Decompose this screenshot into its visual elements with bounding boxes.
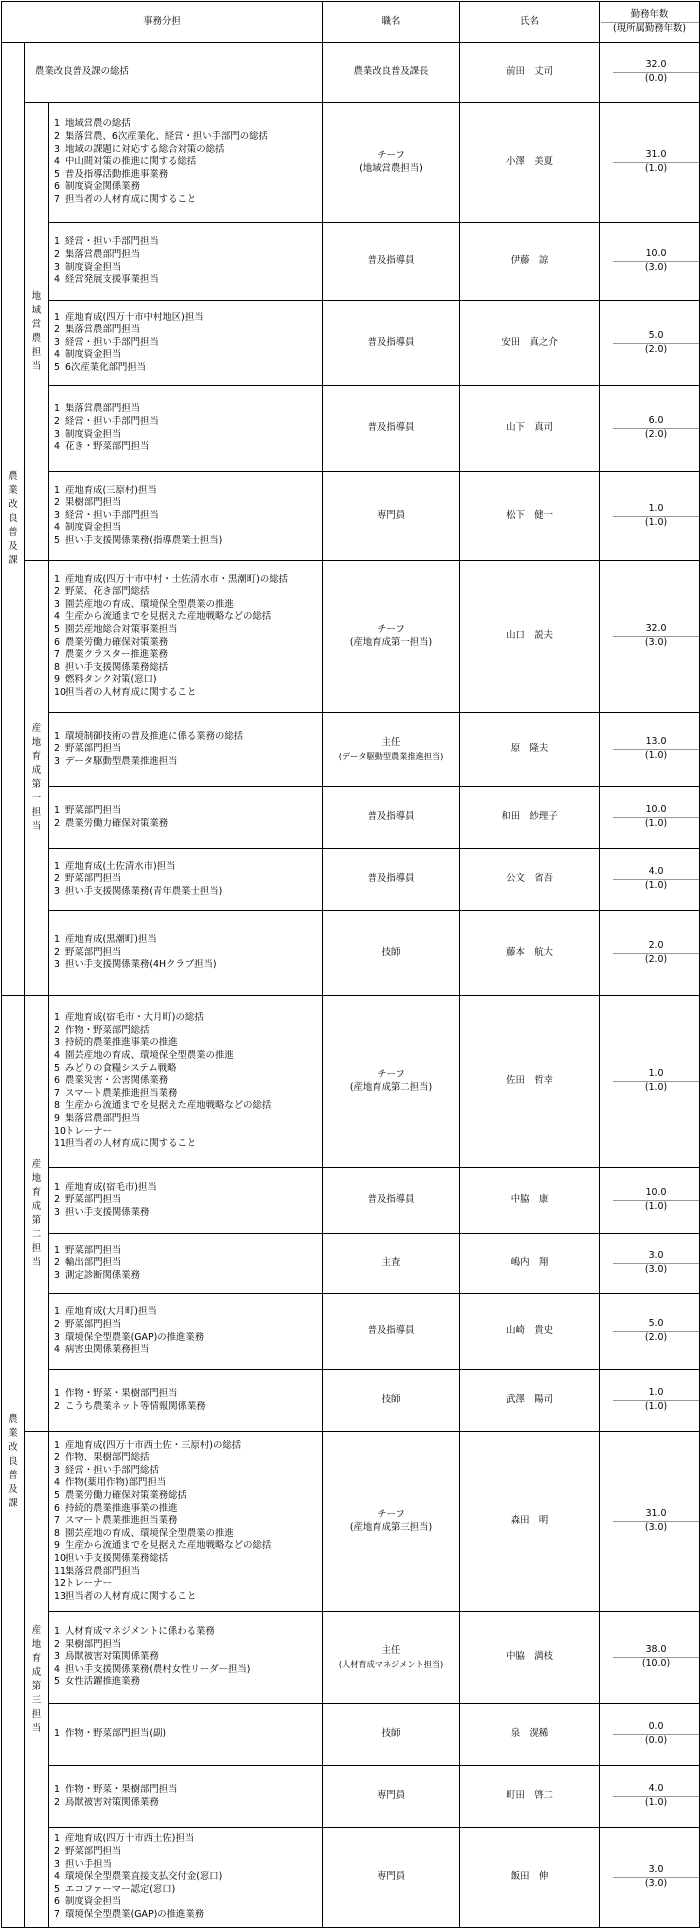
duty-item: 3 経営・担い手部門総括 <box>54 1464 159 1476</box>
name-cell: 嶋内 翔 <box>460 1234 600 1294</box>
duty-item: 2 野菜部門担当 <box>54 1846 122 1858</box>
duty-item: 4 中山間対策の推進に関する総括 <box>54 156 197 168</box>
position-cell: 技師 <box>323 1370 460 1432</box>
duty-item: 9 集落営農部門担当 <box>54 1112 141 1124</box>
duty-item: 3 担い手支援関係業務(青年農業士担当) <box>54 885 223 897</box>
years-total: 10.0 <box>613 1187 699 1201</box>
header-duties: 事務分担 <box>2 2 323 43</box>
name-cell: 町田 啓二 <box>460 1766 600 1828</box>
table-row <box>2 1828 700 1928</box>
years-cell <box>600 103 700 223</box>
duty-item: 10トレーナー <box>54 1125 112 1137</box>
duty-item: 2 集落営農部門担当 <box>54 324 141 336</box>
duty-item: 1 集落営農部門担当 <box>54 403 141 415</box>
years-cell <box>600 301 700 386</box>
duty-item: 1 作物・野菜・果樹部門担当 <box>54 1387 178 1399</box>
duties-cell <box>49 1766 323 1828</box>
years-current: (1.0) <box>644 516 668 528</box>
years-cell <box>600 996 700 1168</box>
duty-item: 4 制度資金担当 <box>54 522 122 534</box>
duty-item: 7 担当者の人材育成に関すること <box>54 193 197 205</box>
duty-item: 1 産地育成(四万十市西土佐・三原村)の総括 <box>54 1439 242 1451</box>
duties-cell <box>49 301 323 386</box>
position-cell: チーフ (産地育成第二担当) <box>323 996 460 1168</box>
section-label-g4: 産 地 育 成 第 三 担 当 <box>25 1432 49 1928</box>
years-current: (1.0) <box>644 1082 668 1093</box>
duty-item: 4 園芸産地の育成、環境保全型農業の推進 <box>54 1050 234 1062</box>
years-current: (3.0) <box>644 1522 668 1533</box>
name-cell: 佐田 哲幸 <box>460 996 600 1168</box>
duty-item: 4 担い手支援関係業務(農村女性リーダー担当) <box>54 1663 251 1675</box>
duty-item: 8 園芸産地の育成、環境保全型農業の推進 <box>54 1527 234 1539</box>
years-total: 10.0 <box>613 804 699 818</box>
header-position: 職名 <box>323 2 460 43</box>
position-cell: 普及指導員 <box>323 1294 460 1370</box>
duty-item: 9 生産から流通までを見据えた産地戦略などの総括 <box>54 1540 272 1552</box>
years-current: (2.0) <box>644 429 668 440</box>
position-cell: 普及指導員 <box>323 223 460 301</box>
duty-item: 1 産地育成(大月町)担当 <box>54 1306 157 1318</box>
header-name: 氏名 <box>460 2 600 43</box>
position-cell: チーフ (産地育成第三担当) <box>323 1432 460 1612</box>
duty-item: 2 鳥獣被害対策関係業務 <box>54 1796 159 1808</box>
duty-item: 2 果樹部門担当 <box>54 497 122 509</box>
section-label-g3: 産 地 育 成 第 二 担 当 <box>25 996 49 1432</box>
name-cell: 森田 明 <box>460 1432 600 1612</box>
header-row <box>2 2 700 43</box>
name-cell: 公文 省吾 <box>460 849 600 911</box>
years-total: 1.0 <box>613 1387 699 1401</box>
years-total: 4.0 <box>613 866 699 880</box>
duties-cell <box>49 223 323 301</box>
years-cell <box>600 1612 700 1704</box>
table-row <box>2 301 700 386</box>
position-cell: 普及指導員 <box>323 787 460 849</box>
duty-item: 1 野菜部門担当 <box>54 1244 122 1256</box>
years-current: (0.0) <box>644 1735 668 1746</box>
position-cell: 技師 <box>323 1704 460 1766</box>
position-cell: 主任 (人材育成マネジメント担当) <box>323 1612 460 1704</box>
years-current: (0.0) <box>644 73 668 84</box>
duties-cell <box>49 713 323 787</box>
duty-item: 7 スマート農業推進担当業務 <box>54 1087 178 1099</box>
years-current: (1.0) <box>644 818 668 829</box>
years-current: (2.0) <box>644 343 668 355</box>
years-current: (3.0) <box>644 1264 668 1275</box>
duties-cell <box>49 1234 323 1294</box>
duty-item: 5 普及指導活動推進事業務 <box>54 168 169 180</box>
table-row <box>2 1612 700 1704</box>
table-row <box>2 787 700 849</box>
duty-item: 2 集落営農、6次産業化、経営・担い手部門の総括 <box>54 131 268 143</box>
years-cell <box>600 472 700 561</box>
duty-item: 11担当者の人材育成に関すること <box>54 1138 197 1150</box>
header-years-sub: (現所属勤務年数) <box>613 22 686 34</box>
position-cell: 主任 (データ駆動型農業推進担当) <box>323 713 460 787</box>
years-cell <box>600 1294 700 1370</box>
position-cell: 技師 <box>323 911 460 996</box>
years-current: (3.0) <box>644 637 668 648</box>
years-cell <box>600 561 700 713</box>
table-row <box>2 849 700 911</box>
duty-item: 1 作物・野菜部門担当(副) <box>54 1728 167 1740</box>
section-label-g1: 地 域 営 農 担 当 <box>25 103 49 561</box>
staff-table <box>1 1 700 1928</box>
duty-item: 1 経営・担い手部門担当 <box>54 236 159 248</box>
duty-item: 1 産地育成(四万十市中村・土佐清水市・黒潮町)の総括 <box>54 573 288 585</box>
years-cell <box>600 1370 700 1432</box>
duty-item: 3 制度資金担当 <box>54 428 122 440</box>
duty-item: 1 人材育成マネジメントに係わる業務 <box>54 1626 215 1638</box>
duty-item: 4 経営発展支援事業担当 <box>54 274 159 286</box>
duty-item: 3 持続的農業推進事業の推進 <box>54 1037 178 1049</box>
position-cell: 専門員 <box>323 472 460 561</box>
duty-item: 3 経営・担い手部門担当 <box>54 336 159 348</box>
duty-item: 1 環境制御技術の普及推進に係る業務の総括 <box>54 730 244 742</box>
years-total: 13.0 <box>613 736 699 750</box>
duty-item: 4 花き・野菜部門担当 <box>54 441 150 453</box>
table-row <box>2 1766 700 1828</box>
duties-cell <box>49 911 323 996</box>
duty-item: 2 野菜部門担当 <box>54 743 122 755</box>
years-total: 6.0 <box>613 415 699 429</box>
years-cell <box>600 223 700 301</box>
duty-item: 8 担い手支援関係業務総括 <box>54 661 169 673</box>
position-cell: 普及指導員 <box>323 849 460 911</box>
duty-item: 2 野菜部門担当 <box>54 873 122 885</box>
table-row <box>2 713 700 787</box>
position-cell: 専門員 <box>323 1766 460 1828</box>
years-cell <box>600 1432 700 1612</box>
table-row <box>2 1294 700 1370</box>
duty-item: 3 担い手担当 <box>54 1858 112 1870</box>
duty-item: 6 農業労働力確保対策業務 <box>54 636 169 648</box>
years-cell <box>600 849 700 911</box>
duty-item: 2 果樹部門担当 <box>54 1638 122 1650</box>
duty-item: 4 制度資金担当 <box>54 349 122 361</box>
years-total: 1.0 <box>613 1068 699 1082</box>
years-current: (1.0) <box>644 880 668 891</box>
table-row <box>2 472 700 561</box>
years-total: 31.0 <box>613 1508 699 1522</box>
duty-item: 1 産地育成(三原村)担当 <box>54 484 157 496</box>
years-current: (3.0) <box>644 262 668 273</box>
section-label-main1: 農 業 改 良 普 及 課 <box>2 43 25 996</box>
duties-cell <box>49 1294 323 1370</box>
duty-item: 2 こうち農業ネット等情報関係業務 <box>54 1400 206 1412</box>
duty-item: 4 病害虫関係業務担当 <box>54 1344 150 1356</box>
years-current: (1.0) <box>644 1201 668 1212</box>
duty-item: 1 産地育成(宿毛市・大月町)の総括 <box>54 1012 204 1024</box>
years-current: (10.0) <box>641 1658 671 1669</box>
years-current: (1.0) <box>644 163 668 174</box>
years-total: 5.0 <box>613 1318 699 1332</box>
years-total: 38.0 <box>613 1644 699 1658</box>
table-row <box>2 561 700 713</box>
years-current: (2.0) <box>644 1332 668 1343</box>
name-cell: 泉 滉稀 <box>460 1704 600 1766</box>
duty-item: 2 野菜、花き部門総括 <box>54 586 150 598</box>
years-current: (3.0) <box>644 1878 668 1889</box>
duty-item: 2 野菜部門担当 <box>54 1194 122 1206</box>
duty-item: 1 産地育成(四万十市西土佐)担当 <box>54 1833 195 1845</box>
table-row <box>2 911 700 996</box>
duties-cell <box>49 849 323 911</box>
name-cell: 小澤 美夏 <box>460 103 600 223</box>
name-cell: 中脇 満枝 <box>460 1612 600 1704</box>
section-label-main2: 農 業 改 良 普 及 課 <box>2 996 25 1928</box>
years-total: 32.0 <box>613 623 699 637</box>
years-cell <box>600 1828 700 1928</box>
duty-item: 2 輸出部門担当 <box>54 1257 122 1269</box>
duty-item: 1 野菜部門担当 <box>54 804 122 816</box>
table-row <box>2 1234 700 1294</box>
name-cell: 安田 真之介 <box>460 301 600 386</box>
name-cell: 山口 説夫 <box>460 561 600 713</box>
duties-cell <box>49 1828 323 1928</box>
duty-item: 2 野菜部門担当 <box>54 1318 122 1330</box>
years-total: 1.0 <box>613 503 699 517</box>
position-cell: 普及指導員 <box>323 301 460 386</box>
name-cell: 伊藤 諒 <box>460 223 600 301</box>
duty-item: 5 みどりの食糧システム戦略 <box>54 1062 177 1074</box>
duties-cell <box>49 1168 323 1234</box>
position-cell: 普及指導員 <box>323 386 460 472</box>
years-current: (2.0) <box>644 953 668 965</box>
duty-item: 4 生産から流通までを見据えた産地戦略などの総括 <box>54 611 272 623</box>
duties-cell <box>49 787 323 849</box>
years-cell <box>600 1766 700 1828</box>
duty-item: 10担当者の人材育成に関すること <box>54 686 197 698</box>
duty-item: 1 産地育成(土佐清水市)担当 <box>54 860 176 872</box>
duty-item: 2 作物、果樹部門総括 <box>54 1452 150 1464</box>
duties-cell <box>49 561 323 713</box>
head-years <box>600 43 700 103</box>
duties-cell <box>49 1612 323 1704</box>
duty-item: 13担当者の人材育成に関すること <box>54 1590 197 1602</box>
duty-item: 4 作物(薬用作物)部門担当 <box>54 1477 167 1489</box>
header-years-label: 勤務年数 <box>601 9 699 23</box>
duties-cell <box>49 472 323 561</box>
duty-item: 2 作物・野菜部門総括 <box>54 1024 150 1036</box>
years-cell <box>600 1168 700 1234</box>
duty-item: 5 6次産業化部門担当 <box>54 361 146 373</box>
name-cell: 藤本 航大 <box>460 911 600 996</box>
years-cell <box>600 1704 700 1766</box>
duty-item: 1 産地育成(四万十市中村地区)担当 <box>54 311 204 323</box>
years-cell <box>600 911 700 996</box>
duty-item: 4 環境保全型農業直接支払交付金(窓口) <box>54 1871 223 1883</box>
position-cell: 普及指導員 <box>323 1168 460 1234</box>
years-total: 3.0 <box>613 1864 699 1878</box>
head-position: 農業改良普及課長 <box>323 43 460 103</box>
table-row <box>2 1168 700 1234</box>
duty-item: 3 経営・担い手部門担当 <box>54 509 159 521</box>
duty-item: 8 生産から流通までを見据えた産地戦略などの総括 <box>54 1100 272 1112</box>
duty-item: 3 鳥獣被害対策関係業務 <box>54 1651 159 1663</box>
head-duty: 農業改良普及課の総括 <box>25 43 323 103</box>
duty-item: 11集落営農部門担当 <box>54 1565 141 1577</box>
name-cell: 山崎 貴史 <box>460 1294 600 1370</box>
duty-item: 2 野菜部門担当 <box>54 946 122 958</box>
name-cell: 中脇 康 <box>460 1168 600 1234</box>
years-total: 0.0 <box>613 1721 699 1735</box>
duty-item: 3 環境保全型農業(GAP)の推進業務 <box>54 1331 205 1343</box>
position-cell: チーフ (産地育成第一担当) <box>323 561 460 713</box>
table-row <box>2 43 700 103</box>
name-cell: 松下 健一 <box>460 472 600 561</box>
table-row <box>2 223 700 301</box>
duty-item: 2 経営・担い手部門担当 <box>54 415 159 427</box>
duty-item: 6 制度資金担当 <box>54 1896 122 1908</box>
duties-cell <box>49 103 323 223</box>
years-cell <box>600 713 700 787</box>
years-total: 4.0 <box>613 1783 699 1797</box>
duty-item: 3 測定診断関係業務 <box>54 1269 141 1281</box>
duty-item: 6 持続的農業推進事業の推進 <box>54 1502 178 1514</box>
duty-item: 7 農業クラスター推進業務 <box>54 649 168 661</box>
duty-item: 6 制度資金関係業務 <box>54 181 141 193</box>
years-current: (1.0) <box>644 1797 668 1808</box>
duty-item: 10担い手支援関係業務総括 <box>54 1552 169 1564</box>
duty-item: 2 農業労働力確保対策業務 <box>54 817 169 829</box>
duty-item: 1 産地育成(黒潮町)担当 <box>54 934 157 946</box>
duty-item: 7 スマート農業推進担当業務 <box>54 1515 178 1527</box>
duty-item: 9 燃料タンク対策(窓口) <box>54 674 157 686</box>
duty-item: 5 担い手支援関係業務(指導農業士担当) <box>54 534 223 546</box>
duty-item: 3 制度資金担当 <box>54 261 122 273</box>
table-row <box>2 1432 700 1612</box>
duty-item: 12トレーナー <box>54 1578 112 1590</box>
duty-item: 3 園芸産地の育成、環境保全型農業の推進 <box>54 598 234 610</box>
years-cell <box>600 787 700 849</box>
duty-item: 3 地域の課題に対応する総合対策の総括 <box>54 143 225 155</box>
name-cell: 武澤 陽司 <box>460 1370 600 1432</box>
section-label-g2: 産 地 育 成 第 一 担 当 <box>25 561 49 996</box>
duties-cell <box>49 996 323 1168</box>
position-cell: 専門員 <box>323 1828 460 1928</box>
duty-item: 5 園芸産地総合対策事業担当 <box>54 623 178 635</box>
name-cell: 原 隆夫 <box>460 713 600 787</box>
duty-item: 3 データ駆動型農業推進担当 <box>54 755 178 767</box>
duty-item: 5 農業労働力確保対策業務総括 <box>54 1490 187 1502</box>
table-body <box>2 43 700 1928</box>
years-total: 3.0 <box>613 1250 699 1264</box>
name-cell: 飯田 伸 <box>460 1828 600 1928</box>
duty-item: 2 集落営農部門担当 <box>54 248 141 260</box>
years-total: 5.0 <box>613 330 699 344</box>
table-row <box>2 386 700 472</box>
header-years <box>600 2 700 43</box>
table-row <box>2 996 700 1168</box>
duty-item: 3 担い手支援関係業務(4Hクラブ担当) <box>54 959 217 971</box>
duty-item: 1 作物・野菜・果樹部門担当 <box>54 1783 178 1795</box>
years-cell <box>600 386 700 472</box>
years-current: (1.0) <box>644 750 668 761</box>
table-row <box>2 1370 700 1432</box>
duties-cell <box>49 386 323 472</box>
years-total: 32.0 <box>613 59 699 73</box>
name-cell: 山下 真司 <box>460 386 600 472</box>
years-total: 31.0 <box>613 149 699 163</box>
name-cell: 和田 紗理子 <box>460 787 600 849</box>
head-name: 前田 丈司 <box>460 43 600 103</box>
duty-item: 5 女性活躍推進業務 <box>54 1676 141 1688</box>
duties-cell <box>49 1370 323 1432</box>
duty-item: 3 担い手支援関係業務 <box>54 1206 150 1218</box>
years-total: 10.0 <box>613 248 699 262</box>
position-cell: チーフ (地域営農担当) <box>323 103 460 223</box>
years-cell <box>600 1234 700 1294</box>
years-total: 2.0 <box>613 940 699 954</box>
duty-item: 5 エコファーマー認定(窓口) <box>54 1883 176 1895</box>
duties-cell <box>49 1432 323 1612</box>
duty-item: 1 地域営農の総括 <box>54 118 131 130</box>
duty-item: 1 産地育成(宿毛市)担当 <box>54 1181 157 1193</box>
position-cell: 主査 <box>323 1234 460 1294</box>
duty-item: 7 環境保全型農業(GAP)の推進業務 <box>54 1908 205 1920</box>
duties-cell <box>49 1704 323 1766</box>
table-row <box>2 1704 700 1766</box>
years-current: (1.0) <box>644 1401 668 1412</box>
table-row <box>2 103 700 223</box>
duty-item: 6 農業災害・公害関係業務 <box>54 1075 169 1087</box>
